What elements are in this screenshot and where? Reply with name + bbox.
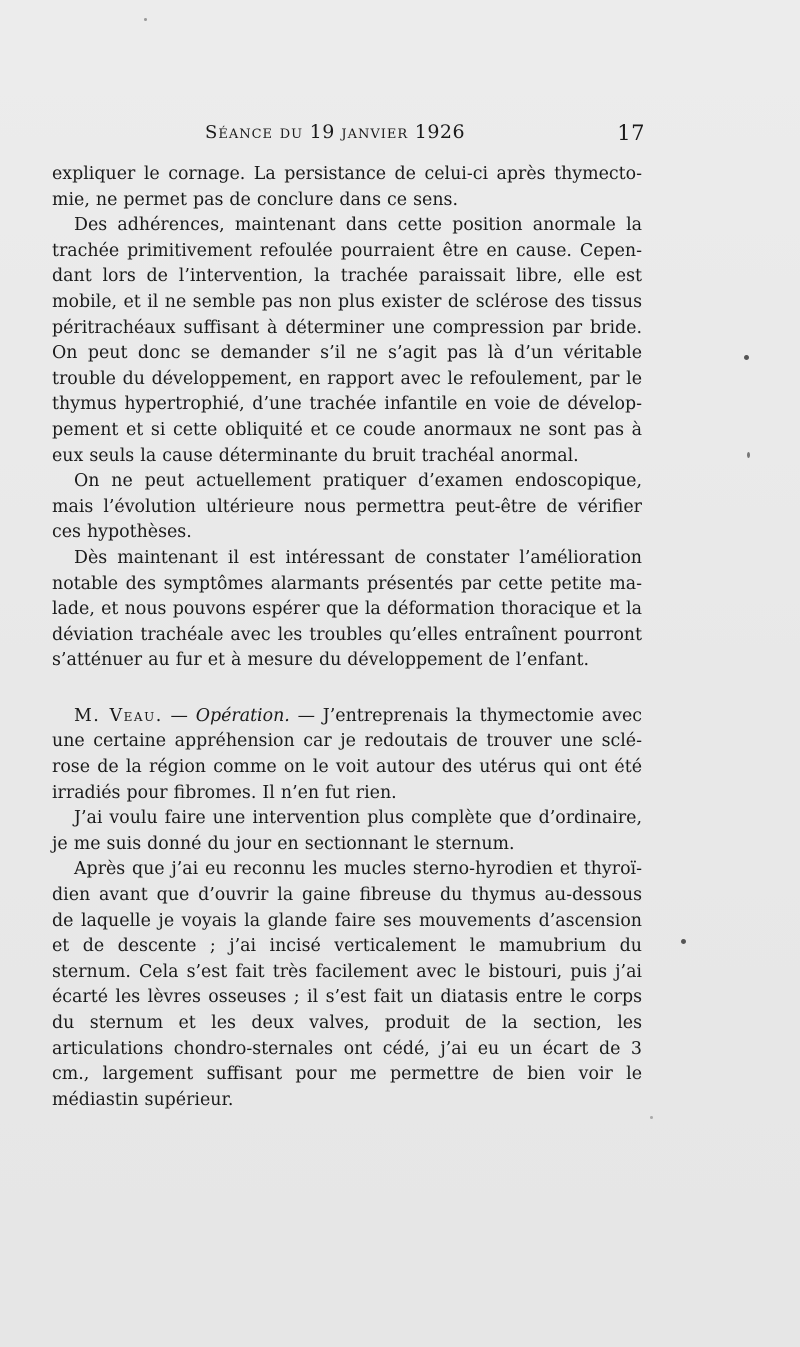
paragraph-4: Dès maintenant il est intéressant de constater l’amélioration notable des symptômes alarmants présentés par cette petite malade, et nous pouvons espérer que la déformation thoracique et la déviation trachéale avec les troubles qu’elles entraînent pourront s’atténuer au fur et à mesure du développement de l’enfant.	[52, 547, 642, 671]
body-text	[52, 162, 642, 1113]
paper-speck	[744, 355, 749, 360]
running-header	[205, 121, 645, 151]
paragraph-5-text: — J’entreprenais la thymectomie avec une certaine appréhension car je redoutais de trouver une sclérose de la région comme on le voit autour des utérus qui ont été irradiés pour fibromes. Il n’en fut rien.	[52, 705, 642, 803]
paragraph-3: On ne peut actuellement pratiquer d’examen endoscopique, mais l’évolution ultérieure nous permettra peut-être de vérifier ces hypothèses.	[52, 471, 642, 543]
page-number: 17	[617, 121, 645, 145]
author-name: M. Veau.	[74, 705, 163, 726]
paper-speck	[681, 939, 686, 944]
dash: —	[162, 705, 196, 726]
header-title-prefix: Séance du	[205, 122, 304, 143]
paper-speck	[650, 1116, 653, 1119]
section-gap	[52, 674, 642, 704]
paragraph-7: Après que j’ai eu reconnu les mucles sterno-hyrodien et thyroïdien avant que d’ouvrir la gaine fibreuse du thymus au-dessous de laquelle je voyais la glande faire ses mouvements d’ascension et de descente ; j’ai incisé verticalement le mamubrium du sternum. Cela s’est fait très facilement avec le bistouri, puis j’ai écarté les lèvres osseuses ; il s’est fait un diatasis entre le corps du sternum et les deux valves, produit de la section, les articulations chondro-sternales ont cédé, j’ai eu un écart de 3 cm., largement suffisant pour me permettre de bien voir le médiastin supérieur.	[52, 859, 642, 1110]
paragraph-6: J’ai voulu faire une intervention plus complète que d’ordinaire, je me suis donné du jour en sectionnant le sternum.	[52, 808, 642, 854]
paper-speck	[747, 452, 750, 458]
header-title-day: 19	[309, 121, 335, 143]
header-title-month: janvier	[341, 122, 409, 143]
paragraph-2: Des adhérences, maintenant dans cette position anormale la trachée primitivement refoulée pourraient être en cause. Cependant lors de l’intervention, la trachée paraissait libre, elle est mobile, et il ne semble pas non plus exister de sclérose des tissus péritrachéaux suffisant à déterminer une compression par bride. On peut donc se demander s’il ne s’agit pas là d’un véritable trouble du développement, en rapport avec le refoulement, par le thymus hypertrophié, d’une trachée infantile en voie de développement et si cette obliquité et ce coude anormaux ne sont pas à eux seuls la cause déterminante du bruit trachéal anormal.	[52, 215, 642, 466]
paper-speck	[144, 18, 147, 21]
paragraph-5	[52, 704, 642, 806]
header-title	[205, 121, 465, 143]
section-heading: Opération.	[195, 705, 290, 726]
header-title-year: 1926	[414, 121, 466, 143]
paragraph-1: expliquer le cornage. La persistance de celui-ci après thymectomie, ne permet pas de conclure dans ce sens.	[52, 164, 642, 210]
